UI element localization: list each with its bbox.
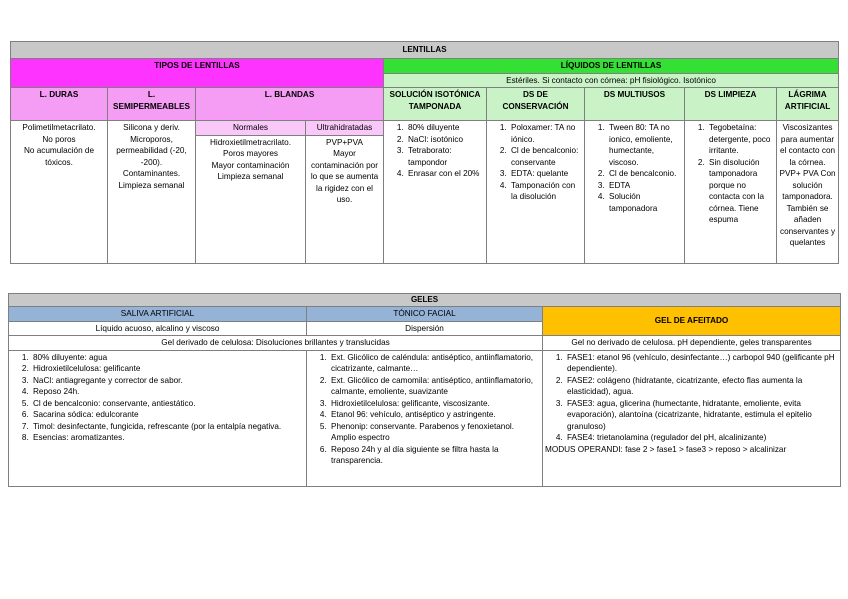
- list-item: 1. FASE1: etanol 96 (vehículo, desinfectante…) carbopol 940 (gelificante pH dependiente).: [565, 352, 838, 375]
- ultra-line: PVP+PVA: [326, 137, 363, 147]
- multi-content: [585, 121, 685, 264]
- liquidos-subtitle: Estériles. Si contacto con córnea: pH fisiológico. Isotónico: [384, 73, 839, 88]
- col-conservacion: DS DE CONSERVACIÓN: [487, 88, 585, 121]
- saliva-content: [9, 350, 307, 486]
- list-item: 2. FASE2: colágeno (hidratante, cicatrizante, efecto flas aumenta la elasticidad), agua.: [565, 375, 838, 398]
- liquidos-lentillas-header: LÍQUIDOS DE LENTILLAS: [384, 59, 839, 74]
- list-item: 5. Phenonip: conservante. Parabenos y fenoxietanol. Amplio espectro: [329, 421, 540, 444]
- col-limpieza: DS LIMPIEZA: [685, 88, 777, 121]
- normales-line: Limpieza semanal: [217, 172, 284, 181]
- tipos-lentillas-header: TIPOS DE LENTILLAS: [11, 59, 384, 88]
- sub-normales: Normales: [196, 121, 306, 136]
- lentillas-table: [10, 41, 839, 264]
- geles-table: [8, 293, 841, 487]
- lentillas-title: LENTILLAS: [11, 42, 839, 59]
- list-item: 4. Solución tamponadora: [607, 191, 682, 214]
- semi-line: Silicona y deriv.: [123, 123, 180, 132]
- list-item: 2. Cl de bencalconio: conservante: [509, 145, 582, 168]
- ultra-line: Mayor contaminación por lo que se aumenta la rigidez con el uso.: [310, 149, 379, 204]
- list-item: 3. EDTA: [607, 180, 682, 192]
- list-item: 5. Cl de bencalconio: conservante, antiestático.: [31, 398, 304, 410]
- col-solucion-isotonica: SOLUCIÓN ISOTÓNICA TAMPONADA: [384, 88, 487, 121]
- normales-line: Mayor contaminación: [211, 160, 290, 170]
- list-item: 2. Ext. Glicólico de camomila: antiséptico, antiinflamatorio, calmante, emoliente, suavizante: [329, 375, 540, 398]
- list-item: 6. Sacarina sódica: edulcorante: [31, 409, 304, 421]
- list-item: 7. Timol: desinfectante, fungicida, refrescante (por la entalpía negativa.: [31, 421, 304, 433]
- list-item: 3. Hidroxietilcelulosa: gelificante, viscosizante.: [329, 398, 540, 410]
- list-item: 1. Tegobetaína: detergente, poco irritante.: [707, 122, 774, 157]
- duras-line: No acumulación de tóxicos.: [23, 146, 95, 167]
- duras-line: No poros: [42, 134, 76, 144]
- col-blandas: L. BLANDAS: [196, 88, 384, 121]
- duras-content: [11, 121, 108, 264]
- semi-line: Contaminantes.: [122, 169, 181, 178]
- geles-title: GELES: [9, 294, 841, 307]
- sub-ultrahidratadas: Ultrahidratadas: [306, 121, 384, 136]
- col-multiusos: DS MULTIUSOS: [585, 88, 685, 121]
- normales-line: Hidroxietilmetracrilato.: [210, 137, 291, 147]
- conserv-content: [487, 121, 585, 264]
- list-item: 8. Esencias: aromatizantes.: [31, 432, 304, 444]
- list-item: 2. Hidroxietilcelulosa: gelificante: [31, 363, 304, 375]
- ultra-content: [306, 135, 384, 263]
- list-item: 1. Ext. Glicólico de caléndula: antiséptico, antiinflamatorio, cicatrizante, calmante…: [329, 352, 540, 375]
- col-semipermeables: L. SEMIPERMEABLES: [108, 88, 196, 121]
- col-duras: L. DURAS: [11, 88, 108, 121]
- lagrima-line: También se añaden conservantes y quelantes: [779, 203, 836, 247]
- list-item: 3. EDTA: quelante: [509, 168, 582, 180]
- limpieza-content: [685, 121, 777, 264]
- list-item: 1. Poloxamer: TA no iónico.: [509, 122, 582, 145]
- list-item: 3. FASE3: agua, glicerina (humectante, hidratante, emoliente, evita evaporación), alantoína (cicatrizante, hidratante, estimula el epitelio granuloso): [565, 398, 838, 433]
- col-saliva: SALIVA ARTIFICIAL: [9, 307, 307, 322]
- list-item: 2. Sin disolución tamponadora porque no contacta con la córnea. Tiene espuma: [707, 157, 774, 226]
- tonico-content: [307, 350, 543, 486]
- lagrima-content: [777, 121, 839, 264]
- list-item: 1. Tween 80: TA no ionico, emoliente, humectante, viscoso.: [607, 122, 682, 168]
- saliva-desc: Líquido acuoso, alcalino y viscoso: [9, 321, 307, 336]
- lagrima-line: Viscosizantes para aumentar el contacto con la córnea.: [779, 123, 836, 167]
- col-lagrima: LÁGRIMA ARTIFICIAL: [777, 88, 839, 121]
- list-item: 3. Tetraborato: tampondor: [406, 145, 484, 168]
- lagrima-line: PVP+ PVA Con solución tamponadora.: [779, 169, 836, 201]
- col-afeitado: GEL DE AFEITADO: [543, 307, 841, 336]
- list-item: 4. Enrasar con el 20%: [406, 168, 484, 180]
- modus-operandi: MODUS OPERANDI: fase 2 > fase1 > fase3 > reposo > alcalinizar: [545, 444, 787, 454]
- list-item: 4. Etanol 96: vehículo, antiséptico y astringente.: [329, 409, 540, 421]
- list-item: 4. FASE4: trietanolamina (regulador del pH, alcalinizante): [565, 432, 838, 444]
- list-item: 1. 80% diluyente: agua: [31, 352, 304, 364]
- list-item: 1. 80% diluyente: [406, 122, 484, 134]
- afeitado-content: [543, 350, 841, 486]
- list-item: 6. Reposo 24h y al día siguiente se filtra hasta la transparencia.: [329, 444, 540, 467]
- afeitado-desc: Gel no derivado de celulosa. pH dependiente, geles transparentes: [543, 336, 841, 351]
- shared-desc: Gel derivado de celulosa: Disoluciones brillantes y translucidas: [9, 336, 543, 351]
- list-item: 3. NaCl: antiagregante y corrector de sabor.: [31, 375, 304, 387]
- list-item: 2. Cl de bencalconio.: [607, 168, 682, 180]
- col-tonico: TÓNICO FACIAL: [307, 307, 543, 322]
- normales-content: [196, 135, 306, 263]
- duras-line: Polimetilmetacrilato.: [22, 123, 96, 132]
- list-item: 4. Tamponación con la disolución: [509, 180, 582, 203]
- semi-line: Limpieza semanal: [118, 180, 185, 190]
- sol-iso-content: [384, 121, 487, 264]
- semi-line: Microporos, permeabilidad (-20, -200).: [116, 134, 187, 167]
- tonico-desc: Dispersión: [307, 321, 543, 336]
- normales-line: Poros mayores: [222, 149, 279, 158]
- semi-content: [108, 121, 196, 264]
- list-item: 2. NaCl: isotónico: [406, 134, 484, 146]
- list-item: 4. Reposo 24h.: [31, 386, 304, 398]
